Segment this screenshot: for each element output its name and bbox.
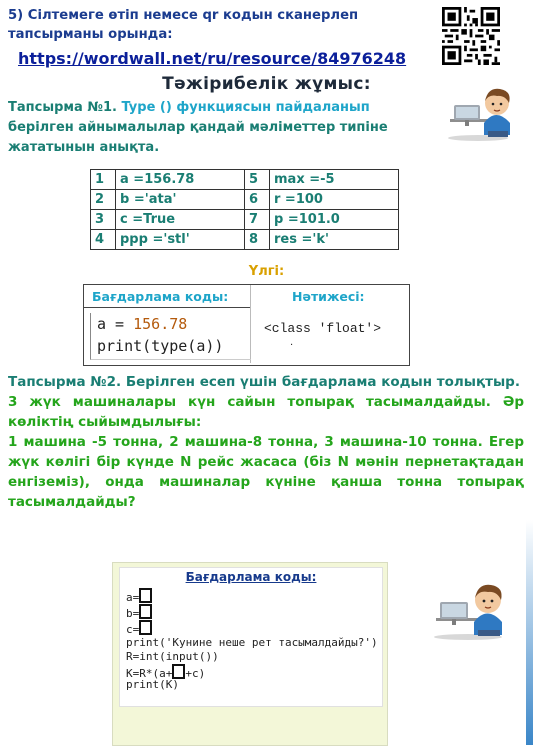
task-2-code-header: Бағдарлама коды: — [185, 570, 317, 584]
var-number: 4 — [91, 230, 116, 250]
code-line-c — [126, 620, 152, 637]
code-line-input: R=int(input()) — [126, 650, 219, 663]
boy-at-computer-illustration-2 — [432, 578, 512, 640]
code-line-1-assign: a = — [97, 315, 134, 333]
code-line-b-text: b= — [126, 607, 140, 620]
blank-box-a[interactable] — [139, 588, 152, 603]
example-code — [90, 313, 251, 360]
code-line-a — [126, 588, 152, 605]
result-dot: . — [290, 337, 294, 348]
example-result: <class 'float'> — [264, 321, 382, 336]
variables-row — [91, 190, 399, 210]
var-number: 2 — [91, 190, 116, 210]
decorative-stripe — [526, 520, 533, 745]
code-header: Бағдарлама коды: — [92, 289, 229, 304]
result-header: Нәтижесі: — [292, 289, 365, 304]
boy-at-computer-illustration — [448, 83, 520, 141]
var-assignment: max =-5 — [270, 170, 399, 190]
var-number: 5 — [245, 170, 270, 190]
task-2-code-panel — [119, 567, 383, 707]
code-line-b — [126, 604, 152, 621]
var-assignment: c =True — [116, 210, 245, 230]
task-2-text — [8, 372, 524, 512]
task-1-rest-text: берілген айнымалылар қандай мәліметтер типіне жататынын анықта. — [8, 120, 388, 155]
task-2-problem-detail: 1 машина -5 тонна, 2 машина-8 тонна, 3 машина-10 тонна. Егер жүк көлігі бір күнде N рейс жасаса (біз N мәнін пернетақтадан енгіземіз), онда машиналар күніне қанша тонна топырақ тасымалдайды? — [8, 434, 524, 510]
code-line-print-question: print('Кунине неше рет тасымалдайды?') — [126, 636, 378, 649]
blank-box-c[interactable] — [139, 620, 152, 635]
variables-table — [90, 169, 399, 250]
task-1-label: Тапсырма №1. — [8, 100, 117, 115]
code-line-1-number: 156.78 — [133, 315, 188, 333]
task-2-heading: Тапсырма №2. Берілген есеп үшін бағдарлама кодын толықтыр. — [8, 374, 520, 390]
header-instruction — [8, 6, 428, 44]
var-assignment: ppp ='stl' — [116, 230, 245, 250]
var-number: 6 — [245, 190, 270, 210]
wordwall-link[interactable]: https://wordwall.net/ru/resource/84976248 — [18, 49, 407, 68]
variables-row — [91, 210, 399, 230]
code-line-1 — [91, 313, 251, 335]
var-number: 1 — [91, 170, 116, 190]
code-line-formula-start: K=R*(a+ — [126, 667, 173, 680]
var-number: 7 — [245, 210, 270, 230]
blank-box-b[interactable] — [139, 604, 152, 619]
code-line-2: print(type(a)) — [97, 337, 224, 355]
blank-box-formula[interactable] — [172, 664, 185, 679]
var-number: 8 — [245, 230, 270, 250]
example-label: Үлгі: — [248, 264, 285, 279]
code-line-c-text: c= — [126, 623, 140, 636]
task-2-problem-intro: 3 жүк машиналары күн сайын топырақ тасымалдайды. Әр көліктің сыйымдылығы: — [8, 394, 524, 430]
variables-row — [91, 170, 399, 190]
task-1-function-text: Type () функциясын пайдаланып — [121, 100, 370, 115]
var-assignment: r =100 — [270, 190, 399, 210]
example-code-box — [83, 284, 410, 366]
var-number: 3 — [91, 210, 116, 230]
code-line-formula-end: +c) — [185, 667, 206, 680]
task-2-code-card — [112, 562, 388, 746]
task-1-text — [8, 98, 438, 158]
code-line-print-result: print(K) — [126, 678, 179, 691]
header-divider — [84, 307, 250, 308]
var-assignment: a =156.78 — [116, 170, 245, 190]
var-assignment: p =101.0 — [270, 210, 399, 230]
var-assignment: res ='k' — [270, 230, 399, 250]
header-line-1: 5) Сілтемеге өтіп немесе qr кодын сканерлеп — [8, 8, 359, 23]
header-line-2: тапсырманы орында: — [8, 27, 173, 42]
variables-row — [91, 230, 399, 250]
var-assignment: b ='ata' — [116, 190, 245, 210]
code-line-a-text: a= — [126, 591, 140, 604]
page-title: Тәжірибелік жұмыс: — [162, 74, 371, 94]
qr-code-icon — [441, 7, 501, 65]
